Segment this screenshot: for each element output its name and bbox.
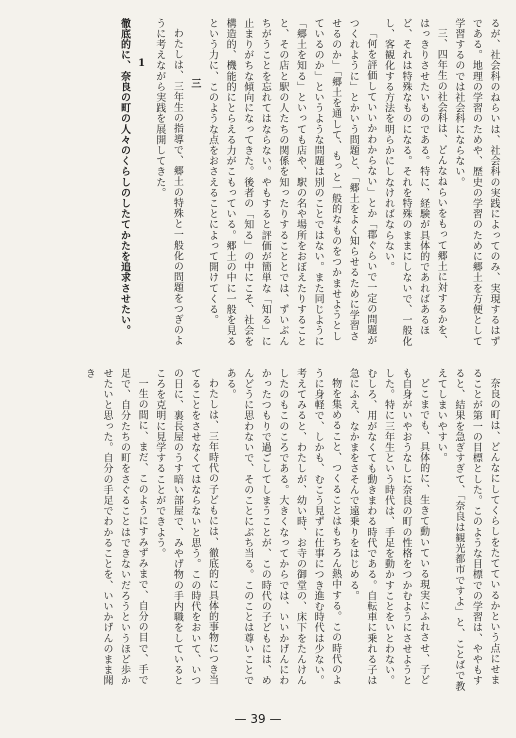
paragraph: 一生の間に、まだ、このようにすみずみまで、自分の目で、手で足で、自分たちの町をさぐることはできないだろうというほど歩かせたいと思った。自分の手足でわかることを、いいかげんのまま聞き <box>83 368 148 686</box>
paragraph: わたしは、三年生の指導で、郷土の特殊と一般化の問題をつぎのように考えながら実践を展開してきた。 <box>153 18 183 346</box>
paragraph: わたしは、三年時代の子どもには、徹底的に具体的事物につき当てることをさせなくてはならないと思う。この時代をおいて、いつの日に、裏長屋のうす暗い部屋で、みやげ物の手内職をしているところを克明に見学することができよう。 <box>153 368 218 686</box>
paragraph: 三、四年生の社会科は、どんなねらいをもって郷土に対するかを、はっきりさせたいものである。特に、経験が具体的であればあるほど、それは特殊なものになる。それを特殊のままにしないで、一般化し、客観化する方法を明らかにしなければならない。 <box>382 18 447 347</box>
item-heading: 徹底的に、奈良の町の人々のくらしのしたてかたを追求させたい。 <box>118 18 130 336</box>
paragraph: るが、社会科のねらいは、社会科の実践によってのみ、実現するはずである。地理の学習のためや、歴史の学習のために郷土を方便として学習するのでは社会科にならない。 <box>452 18 499 347</box>
paragraph: 奈良の町は、どんなにしてくらしをたてているかという点にせまることが第一の目標とした。このような目標での学習は、ややもすると、結果を急ぎすぎて、「奈良は観光都市ですよ」と、ことばで教えてしまいやすい。 <box>435 368 499 692</box>
paragraph: 物を集めること、つくることはもちろん熱中する。この時代のように身軽で、しかも、むこう見ずに仕事につき進む時代は少ない。考えてみると、わたしが、幼い時、お寺の御堂の、床下をたんけんしたのもこのころである。大きくなってからでは、いいかげんにわかったつもりで過ごしてしまうことが、この時代の子どもには、めんどうに思わないで、そのことにぶち当る。このことは尊いことである。 <box>224 368 341 686</box>
page-number: — 39 — <box>234 712 282 726</box>
upper-text-block <box>16 18 502 348</box>
lower-text-block <box>16 368 502 693</box>
section-number: 三 <box>188 78 200 89</box>
item-number: 1 <box>136 58 148 70</box>
paragraph: どこまでも、具体的に、生きて動いている現実にふれさせ、子ども自身がいやおうなしに奈良の町の性格をつかむようにさせようとした。特に三年生という時代は、手足を動かすことをいとわない。むしろ、用がなくても動きまわる時代である。自転車に乗れる子は急にふえ、なかまをさそんで遠乗りをはじめる。 <box>347 368 429 686</box>
paragraph: 「何を評価していいかわからない」とか「郡ぐらいで一定の問題がつくれように」とかいう問題と、「郷土をよく知らせるために学習させるのか」「郷土を通して、もっと一般的なものをつかませようとしているのか」というような問題は別のことではない。また同じように「郷土を知る」といっても店や、駅の名や場所をおぼえたりすることと、その店と駅の人たちの関係を知ったりすることとでは、ずいぶんちがうことを忘れてはならない。やもすると評価が簡単な「知る」に止まりがちな傾向になってきた。後者の「知る」の中にこそ、社会を構造的、機能的にとらえる力がこもっている。郷土の中に一般を見るという力に、このような点をおさえることによって開けてくる。 <box>206 18 376 347</box>
